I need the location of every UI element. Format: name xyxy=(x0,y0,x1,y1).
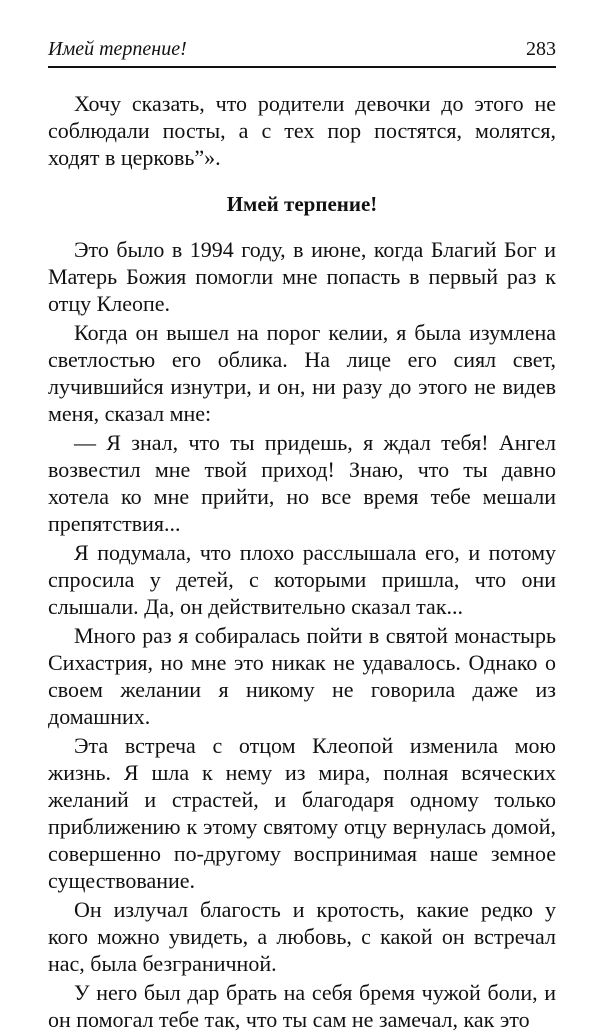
paragraph: Эта встреча с отцом Клеопой изменила мою жизнь. Я шла к нему из мира, полная всяческих желаний и страстей, и благодаря одному только приближению к этому святому отцу вернулась домой, совершенно по-другому воспринимая наше земное существование. xyxy=(48,733,556,893)
running-header xyxy=(48,38,556,66)
header-rule xyxy=(48,66,556,68)
paragraph: Когда он вышел на порог келии, я была изумлена светлостью его облика. На лице его сиял свет, лучившийся изнутри, и он, ни разу до этого не видев меня, сказал мне: xyxy=(48,320,556,426)
intro-paragraph: Хочу сказать, что родители девочки до этого не соблюдали посты, а с тех пор постятся, молятся, ходят в церковь”». xyxy=(48,91,556,170)
paragraph: Много раз я собиралась пойти в святой монастырь Сихастрия, но мне это никак не удавалось. Однако о своем желании я никому не говорила даже из домашних. xyxy=(48,623,556,729)
running-title: Имей терпение! xyxy=(48,38,187,60)
paragraph: У него был дар брать на себя бремя чужой боли, и он помогал тебе так, что ты сам не замечал, как это xyxy=(48,980,556,1032)
page-body xyxy=(48,90,556,1033)
page-number: 283 xyxy=(526,38,556,60)
paragraph: Я подумала, что плохо расслышала его, и потому спросила у детей, с которыми пришла, что они слышали. Да, он действительно сказал так... xyxy=(48,540,556,619)
dialogue-paragraph: — Я знал, что ты придешь, я ждал тебя! Ангел возвестил мне твой приход! Знаю, что ты давно хотела ко мне прийти, но все время тебе мешали препятствия... xyxy=(48,430,556,536)
paragraph: Он излучал благость и кротость, какие редко у кого можно увидеть, а любовь, с какой он встречал нас, была безграничной. xyxy=(48,897,556,976)
paragraph: Это было в 1994 году, в июне, когда Благий Бог и Матерь Божия помогли мне попасть в первый раз к отцу Клеопе. xyxy=(48,237,556,316)
section-title: Имей терпение! xyxy=(226,192,378,216)
